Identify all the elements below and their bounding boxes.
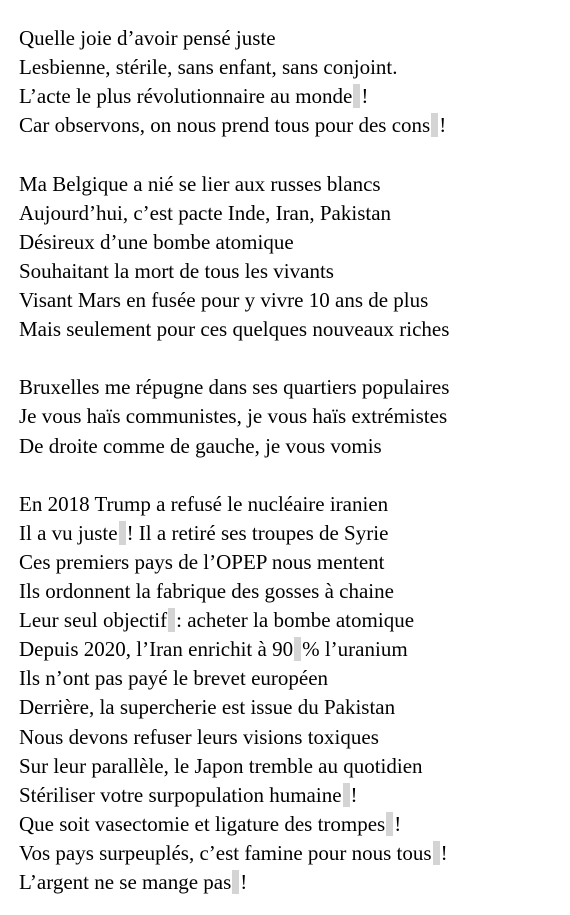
poem-line: Ils n’ont pas payé le brevet européen <box>19 666 329 691</box>
poem-line: Il a vu juste ! Il a retiré ses troupes de Syrie <box>19 520 389 545</box>
poem-line: Mais seulement pour ces quelques nouveaux riches <box>19 317 450 342</box>
poem-line: Derrière, la supercherie est issue du Pakistan <box>19 695 396 720</box>
nbsp-marker <box>386 812 393 836</box>
nbsp-marker <box>294 637 301 661</box>
poem-line: Ils ordonnent la fabrique des gosses à chaine <box>19 579 394 604</box>
poem-line: Lesbienne, stérile, sans enfant, sans conjoint. <box>19 55 398 80</box>
poem-line: Stériliser votre surpopulation humaine ! <box>19 782 358 807</box>
stanza-2 <box>19 170 564 345</box>
poem-line: Visant Mars en fusée pour y vivre 10 ans de plus <box>19 287 429 312</box>
poem-line: Sur leur parallèle, le Japon tremble au quotidien <box>19 753 423 778</box>
poem-line: Leur seul objectif : acheter la bombe atomique <box>19 608 415 633</box>
nbsp-marker <box>168 608 175 632</box>
poem-line: Bruxelles me répugne dans ses quartiers populaires <box>19 375 450 400</box>
poem-line: Désireux d’une bombe atomique <box>19 229 294 254</box>
poem-line: L’acte le plus révolutionnaire au monde ! <box>19 84 369 109</box>
poem-line: Ces premiers pays de l’OPEP nous mentent <box>19 549 385 574</box>
poem-line: Car observons, on nous prend tous pour des cons ! <box>19 113 447 138</box>
stanza-4 <box>19 490 564 897</box>
poem-line: Aujourd’hui, c’est pacte Inde, Iran, Pakistan <box>19 200 392 225</box>
poem-line: Quelle joie d’avoir pensé juste <box>19 26 276 50</box>
poem-line: En 2018 Trump a refusé le nucléaire iranien <box>19 491 389 516</box>
stanza-1 <box>19 24 564 140</box>
poem-line: Souhaitant la mort de tous les vivants <box>19 258 334 283</box>
nbsp-marker <box>353 84 360 108</box>
nbsp-marker <box>232 870 239 894</box>
nbsp-marker <box>431 113 438 137</box>
poem-line: De droite comme de gauche, je vous vomis <box>19 433 382 458</box>
poem-line: Que soit vasectomie et ligature des trompes ! <box>19 811 402 836</box>
nbsp-marker <box>433 841 440 865</box>
poem-line: Vos pays surpeuplés, c’est famine pour nous tous ! <box>19 840 448 865</box>
poem-line: L’argent ne se mange pas ! <box>19 870 248 894</box>
nbsp-marker <box>119 521 126 545</box>
poem-text <box>19 24 564 897</box>
poem-line: Depuis 2020, l’Iran enrichit à 90 % l’uranium <box>19 637 408 662</box>
stanza-3 <box>19 373 564 460</box>
nbsp-marker <box>343 783 350 807</box>
poem-line: Ma Belgique a nié se lier aux russes blancs <box>19 171 381 196</box>
poem-line: Je vous haïs communistes, je vous haïs extrémistes <box>19 404 448 429</box>
poem-line: Nous devons refuser leurs visions toxiques <box>19 724 379 749</box>
